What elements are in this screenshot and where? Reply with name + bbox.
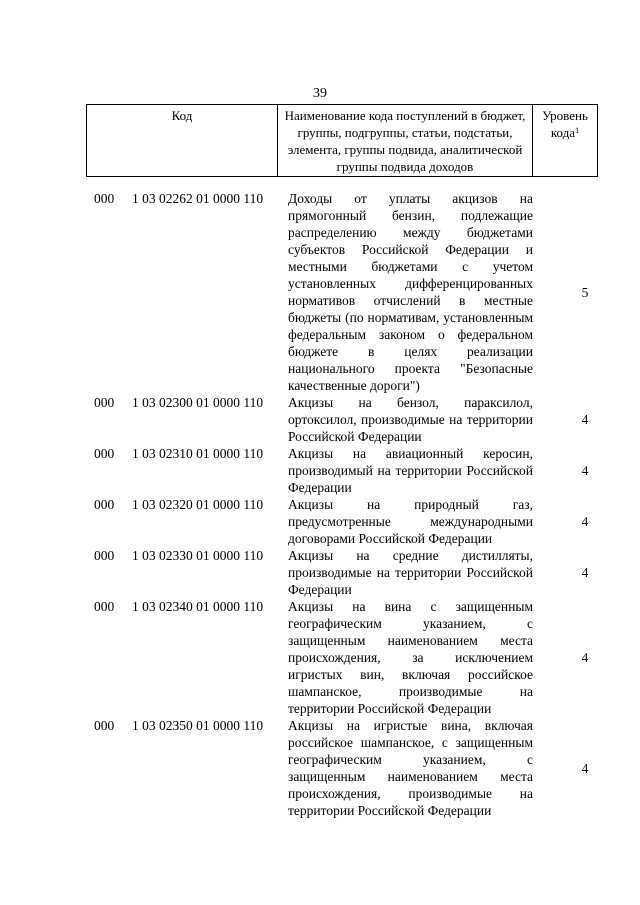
column-header-level-label: Уровень кода [542, 108, 588, 140]
table-row [0, 394, 640, 445]
revenue-code: 1 03 02350 01 0000 110 [132, 718, 264, 733]
revenue-code: 1 03 02320 01 0000 110 [132, 497, 264, 512]
table-row [0, 547, 640, 598]
revenue-name: Акцизы на средние дистилляты, производимые на территории Российской Федерации [288, 548, 533, 597]
table-row [0, 496, 640, 547]
revenue-code: 1 03 02262 01 0000 110 [132, 191, 264, 206]
code-level: 4 [581, 463, 589, 478]
revenue-code: 1 03 02300 01 0000 110 [132, 395, 264, 410]
column-header-level [533, 105, 598, 177]
table-row [0, 598, 640, 717]
table-row [0, 717, 640, 819]
code-level: 5 [581, 284, 589, 300]
code-level: 4 [581, 565, 589, 580]
column-header-name [278, 105, 533, 177]
table-header-row [87, 105, 598, 177]
table-row [0, 190, 640, 394]
admin-code: 000 [94, 395, 115, 410]
admin-code: 000 [94, 548, 115, 563]
revenue-name: Акцизы на игристые вина, включая российское шампанское, с защищенным географическим указанием, с защищенным наименованием места происхождения, производимые на территории Российской Федерации [288, 718, 533, 818]
column-header-code [87, 105, 278, 177]
revenue-name: Доходы от уплаты акцизов на прямогонный бензин, подлежащие распределению между бюджетами субъектов Российской Федерации и местными бюджетами с учетом установленных дифференцированных нормативов отчислений в местные бюджеты (по нормативам, установленным федеральным законом о федеральном бюджете в целях реализации национального проекта "Безопасные качественные дороги") [288, 191, 533, 393]
admin-code: 000 [94, 446, 115, 461]
revenue-code: 1 03 02340 01 0000 110 [132, 599, 264, 614]
table-header [86, 104, 598, 177]
revenue-code: 1 03 02310 01 0000 110 [132, 446, 264, 461]
admin-code: 000 [94, 599, 115, 614]
page-number: 39 [313, 86, 327, 101]
revenue-code: 1 03 02330 01 0000 110 [132, 548, 264, 563]
admin-code: 000 [94, 718, 115, 733]
table-row [0, 445, 640, 496]
admin-code: 000 [94, 497, 115, 512]
revenue-name: Акцизы на бензол, параксилол, ортоксилол, производимые на территории Российской Федерации [288, 395, 533, 444]
admin-code: 000 [94, 191, 115, 206]
column-header-name-label: Наименование кода поступлений в бюджет, группы, подгруппы, статьи, подстатьи, элемента, группы подвида, аналитической группы подвида доходов [284, 108, 526, 174]
revenue-name: Акцизы на природный газ, предусмотренные международными договорами Российской Федерации [288, 497, 533, 546]
code-level: 4 [581, 760, 589, 776]
revenue-name: Акцизы на вина с защищенным географическим указанием, с защищенным наименованием места происхождения, за исключением игристых вин, включая российское шампанское, производимые на территории Российской Федерации [288, 599, 533, 716]
code-level: 4 [581, 650, 589, 665]
column-header-code-label: Код [171, 108, 193, 123]
footnote-marker: 1 [575, 126, 580, 135]
revenue-name: Акцизы на авиационный керосин, производимый на территории Российской Федерации [288, 446, 533, 495]
table-body [0, 190, 640, 819]
code-level: 4 [581, 412, 589, 427]
code-level: 4 [581, 514, 589, 529]
